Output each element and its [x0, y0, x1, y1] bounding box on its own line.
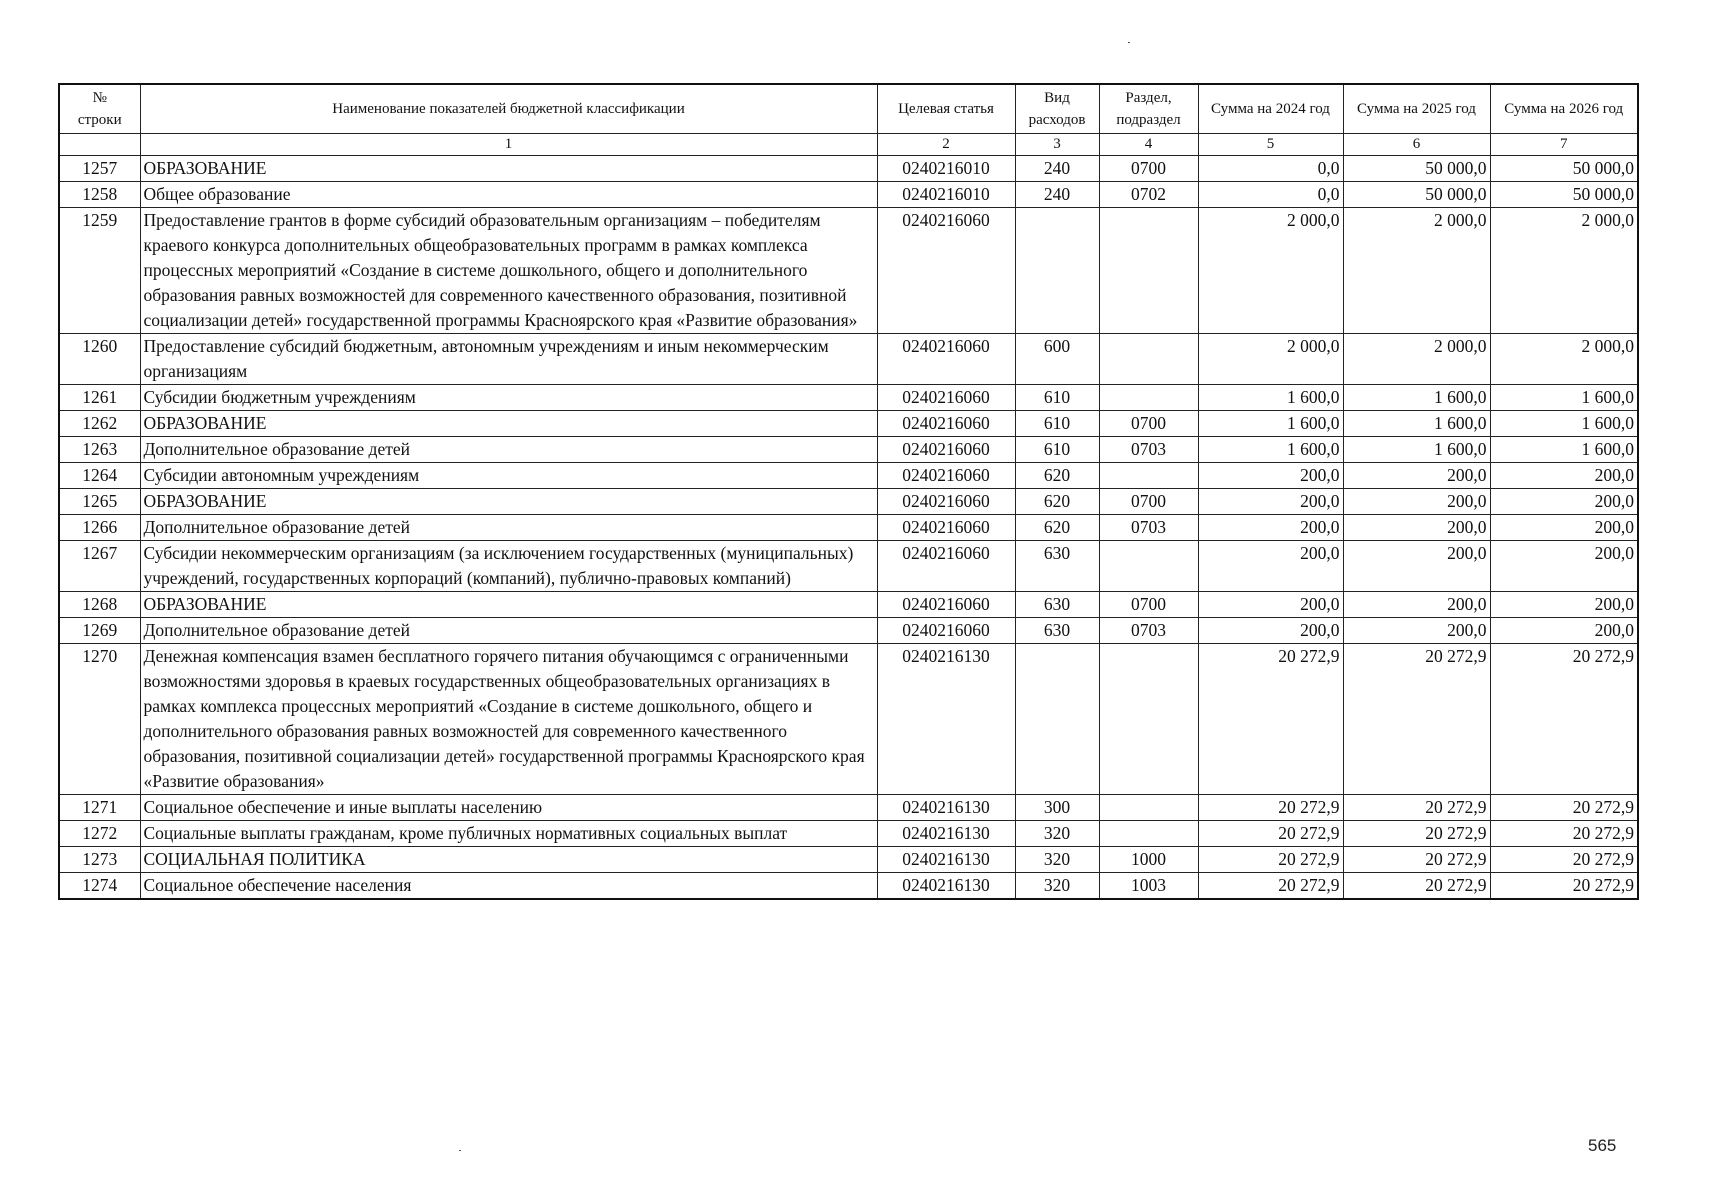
- table-row: [59, 489, 1638, 515]
- sum-2024: 1 600,0: [1198, 437, 1343, 463]
- target-article: 0240216130: [877, 821, 1015, 847]
- expense-kind: 610: [1015, 437, 1099, 463]
- expense-kind: 630: [1015, 592, 1099, 618]
- sum-2026: 50 000,0: [1490, 156, 1638, 182]
- target-article: 0240216060: [877, 515, 1015, 541]
- row-number: 1263: [59, 437, 140, 463]
- expense-kind: 320: [1015, 847, 1099, 873]
- section-code: [1099, 463, 1198, 489]
- indicator-name: Социальное обеспечение и иные выплаты населению: [140, 795, 877, 821]
- target-article: 0240216060: [877, 437, 1015, 463]
- sum-2025: 200,0: [1343, 618, 1490, 644]
- sum-2024: 200,0: [1198, 489, 1343, 515]
- sum-2026: 1 600,0: [1490, 411, 1638, 437]
- target-article: 0240216010: [877, 156, 1015, 182]
- sum-2024: 20 272,9: [1198, 644, 1343, 795]
- colnum: 7: [1490, 134, 1638, 156]
- indicator-name: Социальные выплаты гражданам, кроме публичных нормативных социальных выплат: [140, 821, 877, 847]
- sum-2026: 200,0: [1490, 515, 1638, 541]
- section-code: 0703: [1099, 515, 1198, 541]
- indicator-name: Денежная компенсация взамен бесплатного горячего питания обучающимся с ограниченными возможностями здоровья в краевых государственных общеобразовательных организациях в рамках комплекса процессных мероприятий «Создание в системе дошкольного, общего и дополнительного образования равных возможностей для современного качественного образования, позитивной социализации детей» государственной программы Красноярского края «Развитие образования»: [140, 644, 877, 795]
- sum-2025: 20 272,9: [1343, 847, 1490, 873]
- sum-2025: 200,0: [1343, 541, 1490, 592]
- expense-kind: 620: [1015, 489, 1099, 515]
- row-number: 1269: [59, 618, 140, 644]
- header-sum-2025: Сумма на 2025 год: [1343, 84, 1490, 134]
- colnum: 4: [1099, 134, 1198, 156]
- indicator-name: Субсидии бюджетным учреждениям: [140, 385, 877, 411]
- sum-2025: 1 600,0: [1343, 411, 1490, 437]
- indicator-name: Дополнительное образование детей: [140, 618, 877, 644]
- row-number: 1261: [59, 385, 140, 411]
- section-code: [1099, 541, 1198, 592]
- sum-2026: 200,0: [1490, 463, 1638, 489]
- target-article: 0240216060: [877, 541, 1015, 592]
- expense-kind: 630: [1015, 541, 1099, 592]
- sum-2024: 200,0: [1198, 618, 1343, 644]
- colnum: 3: [1015, 134, 1099, 156]
- indicator-name: ОБРАЗОВАНИЕ: [140, 489, 877, 515]
- sum-2024: 2 000,0: [1198, 334, 1343, 385]
- row-number: 1258: [59, 182, 140, 208]
- indicator-name: Социальное обеспечение населения: [140, 873, 877, 900]
- target-article: 0240216130: [877, 644, 1015, 795]
- row-number: 1268: [59, 592, 140, 618]
- expense-kind: 240: [1015, 182, 1099, 208]
- expense-kind: 320: [1015, 873, 1099, 900]
- section-code: [1099, 385, 1198, 411]
- indicator-name: ОБРАЗОВАНИЕ: [140, 156, 877, 182]
- section-code: 0700: [1099, 489, 1198, 515]
- sum-2025: 2 000,0: [1343, 208, 1490, 334]
- row-number: 1262: [59, 411, 140, 437]
- table-row: [59, 541, 1638, 592]
- expense-kind: 620: [1015, 515, 1099, 541]
- row-number: 1274: [59, 873, 140, 900]
- sum-2025: 20 272,9: [1343, 795, 1490, 821]
- target-article: 0240216060: [877, 411, 1015, 437]
- section-code: [1099, 644, 1198, 795]
- sum-2024: 2 000,0: [1198, 208, 1343, 334]
- target-article: 0240216060: [877, 334, 1015, 385]
- indicator-name: Общее образование: [140, 182, 877, 208]
- sum-2025: 1 600,0: [1343, 385, 1490, 411]
- sum-2024: 20 272,9: [1198, 821, 1343, 847]
- sum-2026: 1 600,0: [1490, 437, 1638, 463]
- sum-2024: 20 272,9: [1198, 847, 1343, 873]
- colnum: [59, 134, 140, 156]
- sum-2024: 20 272,9: [1198, 795, 1343, 821]
- section-code: [1099, 334, 1198, 385]
- table-row: [59, 182, 1638, 208]
- expense-kind: 320: [1015, 821, 1099, 847]
- colnum: 2: [877, 134, 1015, 156]
- sum-2024: 0,0: [1198, 182, 1343, 208]
- indicator-name: Дополнительное образование детей: [140, 515, 877, 541]
- sum-2025: 200,0: [1343, 592, 1490, 618]
- sum-2024: 200,0: [1198, 463, 1343, 489]
- section-code: 1003: [1099, 873, 1198, 900]
- column-number-row: [59, 134, 1638, 156]
- row-number: 1266: [59, 515, 140, 541]
- table-row: [59, 592, 1638, 618]
- sum-2026: 200,0: [1490, 541, 1638, 592]
- budget-table: [58, 83, 1639, 900]
- table-row: [59, 334, 1638, 385]
- header-sum-2026: Сумма на 2026 год: [1490, 84, 1638, 134]
- target-article: 0240216130: [877, 847, 1015, 873]
- table-row: [59, 515, 1638, 541]
- section-code: 0700: [1099, 156, 1198, 182]
- table-row: [59, 463, 1638, 489]
- sum-2026: 20 272,9: [1490, 644, 1638, 795]
- expense-kind: 610: [1015, 411, 1099, 437]
- page-number: 565: [1588, 1136, 1617, 1155]
- section-code: 0700: [1099, 592, 1198, 618]
- header-section: Раздел, подраздел: [1099, 84, 1198, 134]
- section-code: 1000: [1099, 847, 1198, 873]
- table-row: [59, 618, 1638, 644]
- colnum: 6: [1343, 134, 1490, 156]
- target-article: 0240216060: [877, 208, 1015, 334]
- target-article: 0240216060: [877, 592, 1015, 618]
- sum-2025: 50 000,0: [1343, 156, 1490, 182]
- section-code: [1099, 795, 1198, 821]
- row-number: 1272: [59, 821, 140, 847]
- expense-kind: 620: [1015, 463, 1099, 489]
- sum-2024: 200,0: [1198, 592, 1343, 618]
- table-row: [59, 847, 1638, 873]
- header-target: Целевая статья: [877, 84, 1015, 134]
- target-article: 0240216060: [877, 489, 1015, 515]
- sum-2026: 200,0: [1490, 592, 1638, 618]
- section-code: 0703: [1099, 618, 1198, 644]
- colnum: 1: [140, 134, 877, 156]
- target-article: 0240216060: [877, 463, 1015, 489]
- table-row: [59, 385, 1638, 411]
- table-row: [59, 437, 1638, 463]
- indicator-name: Дополнительное образование детей: [140, 437, 877, 463]
- sum-2026: 200,0: [1490, 618, 1638, 644]
- row-number: 1257: [59, 156, 140, 182]
- target-article: 0240216010: [877, 182, 1015, 208]
- section-code: [1099, 821, 1198, 847]
- sum-2026: 20 272,9: [1490, 847, 1638, 873]
- table-header-row: [59, 84, 1638, 134]
- sum-2026: 1 600,0: [1490, 385, 1638, 411]
- row-number: 1264: [59, 463, 140, 489]
- sum-2025: 200,0: [1343, 515, 1490, 541]
- expense-kind: [1015, 644, 1099, 795]
- expense-kind: 610: [1015, 385, 1099, 411]
- target-article: 0240216060: [877, 618, 1015, 644]
- sum-2026: 2 000,0: [1490, 334, 1638, 385]
- header-name: Наименование показателей бюджетной классификации: [140, 84, 877, 134]
- row-number: 1259: [59, 208, 140, 334]
- section-code: 0702: [1099, 182, 1198, 208]
- row-number: 1270: [59, 644, 140, 795]
- sum-2026: 2 000,0: [1490, 208, 1638, 334]
- sum-2025: 200,0: [1343, 489, 1490, 515]
- section-code: [1099, 208, 1198, 334]
- row-number: 1267: [59, 541, 140, 592]
- sum-2026: 20 272,9: [1490, 821, 1638, 847]
- row-number: 1273: [59, 847, 140, 873]
- sum-2025: 200,0: [1343, 463, 1490, 489]
- expense-kind: [1015, 208, 1099, 334]
- sum-2026: 200,0: [1490, 489, 1638, 515]
- row-number: 1271: [59, 795, 140, 821]
- sum-2026: 20 272,9: [1490, 873, 1638, 900]
- target-article: 0240216130: [877, 873, 1015, 900]
- target-article: 0240216060: [877, 385, 1015, 411]
- table-row: [59, 644, 1638, 795]
- table-row: [59, 156, 1638, 182]
- expense-kind: 300: [1015, 795, 1099, 821]
- section-code: 0703: [1099, 437, 1198, 463]
- header-row-number: № строки: [59, 84, 140, 134]
- sum-2025: 50 000,0: [1343, 182, 1490, 208]
- sum-2025: 20 272,9: [1343, 821, 1490, 847]
- indicator-name: Субсидии автономным учреждениям: [140, 463, 877, 489]
- expense-kind: 240: [1015, 156, 1099, 182]
- indicator-name: Субсидии некоммерческим организациям (за исключением государственных (муниципальных) учреждений, государственных корпораций (компаний), публично-правовых компаний): [140, 541, 877, 592]
- sum-2026: 20 272,9: [1490, 795, 1638, 821]
- expense-kind: 600: [1015, 334, 1099, 385]
- sum-2024: 200,0: [1198, 541, 1343, 592]
- header-kind: Вид расходов: [1015, 84, 1099, 134]
- indicator-name: ОБРАЗОВАНИЕ: [140, 592, 877, 618]
- row-number: 1265: [59, 489, 140, 515]
- colnum: 5: [1198, 134, 1343, 156]
- sum-2024: 0,0: [1198, 156, 1343, 182]
- indicator-name: СОЦИАЛЬНАЯ ПОЛИТИКА: [140, 847, 877, 873]
- sum-2024: 20 272,9: [1198, 873, 1343, 900]
- sum-2025: 2 000,0: [1343, 334, 1490, 385]
- sum-2024: 1 600,0: [1198, 385, 1343, 411]
- row-number: 1260: [59, 334, 140, 385]
- table-row: [59, 821, 1638, 847]
- table-row: [59, 795, 1638, 821]
- sum-2025: 1 600,0: [1343, 437, 1490, 463]
- sum-2025: 20 272,9: [1343, 873, 1490, 900]
- sum-2025: 20 272,9: [1343, 644, 1490, 795]
- expense-kind: 630: [1015, 618, 1099, 644]
- sum-2024: 200,0: [1198, 515, 1343, 541]
- table-row: [59, 208, 1638, 334]
- scan-speck: [1128, 42, 1130, 43]
- scan-speck: [459, 1150, 461, 1151]
- header-sum-2024: Сумма на 2024 год: [1198, 84, 1343, 134]
- indicator-name: ОБРАЗОВАНИЕ: [140, 411, 877, 437]
- sum-2026: 50 000,0: [1490, 182, 1638, 208]
- target-article: 0240216130: [877, 795, 1015, 821]
- indicator-name: Предоставление грантов в форме субсидий образовательным организациям – победителям краевого конкурса дополнительных общеобразовательных программ в рамках комплекса процессных мероприятий «Создание в системе дошкольного, общего и дополнительного образования равных возможностей для современного качественного образования, позитивной социализации детей» государственной программы Красноярского края «Развитие образования»: [140, 208, 877, 334]
- table-row: [59, 411, 1638, 437]
- table-row: [59, 873, 1638, 900]
- section-code: 0700: [1099, 411, 1198, 437]
- sum-2024: 1 600,0: [1198, 411, 1343, 437]
- indicator-name: Предоставление субсидий бюджетным, автономным учреждениям и иным некоммерческим организациям: [140, 334, 877, 385]
